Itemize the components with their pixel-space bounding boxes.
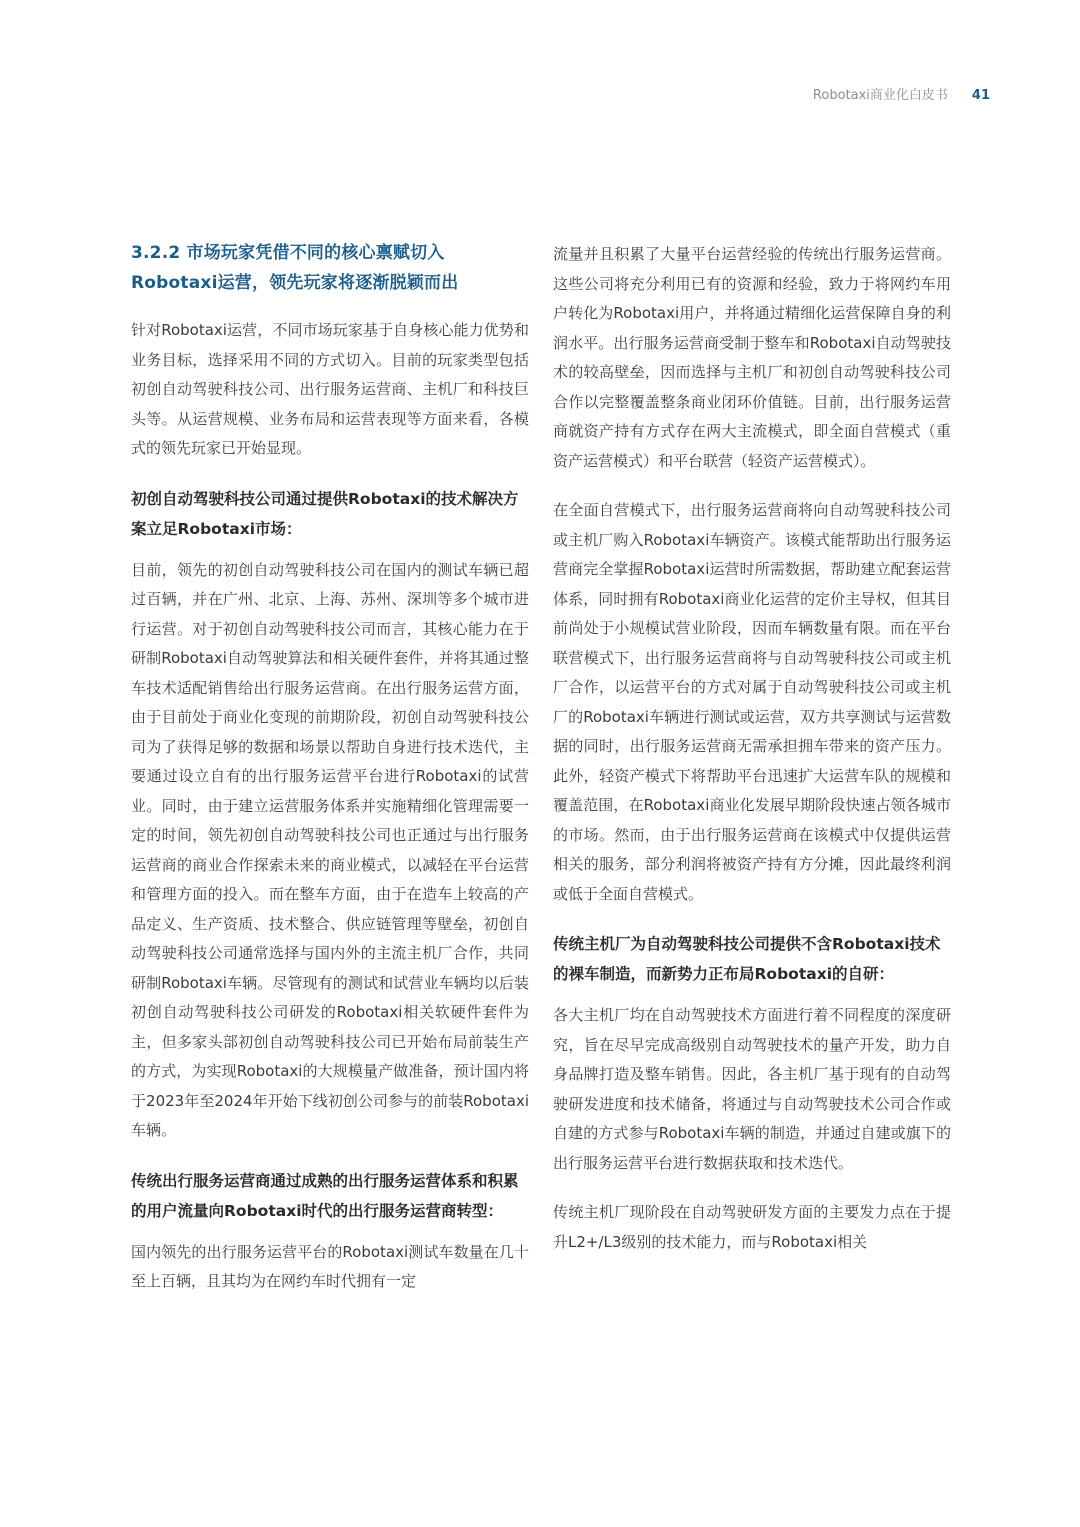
self-operated-model-paragraph: 在全面自营模式下，出行服务运营商将向自动驾驶科技公司或主机厂购入Robotaxi车辆资产。该模式能帮助出行服务运营商完全掌握Robotaxi运营时所需数据，帮助建立配套运营体系，同时拥有Robotaxi商业化运营的定价主导权，但其目前尚处于小规模试营业阶段，因而车辆数量有限。而在平台联营模式下，出行服务运营商将与自动驾驶科技公司或主机厂合作，以运营平台的方式对属于自动驾驶科技公司或主机厂的Robotaxi车辆进行测试或运营，双方共享测试与运营数据的同时，出行服务运营商无需承担拥车带来的资产压力。此外，轻资产模式下将帮助平台迅速扩大运营车队的规模和覆盖范围，在Robotaxi商业化发展早期阶段快速占领各城市的市场。然而，由于出行服务运营商在该模式中仅提供运营相关的服务，部分利润将被资产持有方分摊，因此最终利润或低于全面自营模式。	[553, 501, 951, 903]
ride-hailing-continued-paragraph: 流量并且积累了大量平台运营经验的传统出行服务运营商。这些公司将充分利用已有的资源和经验，致力于将网约车用户转化为Robotaxi用户，并将通过精细化运营保障自身的利润水平。出行服务运营商受制于整车和Robotaxi自动驾驶技术的较高壁垒，因而选择与主机厂和初创自动驾驶科技公司合作以完整覆盖整条商业闭环价值链。目前，出行服务运营商就资产持有方式存在两大主流模式，即全面自营模式（重资产运营模式）和平台联营（轻资产运营模式）。	[553, 245, 951, 470]
page-header	[813, 84, 990, 103]
oems-focus-paragraph: 传统主机厂现阶段在自动驾驶研发方面的主要发力点在于提升L2+/L3级别的技术能力，而与Robotaxi相关	[553, 1203, 951, 1251]
section-title: 3.2.2 市场玩家凭借不同的核心禀赋切入Robotaxi运营，领先玩家将逐渐脱颖而出	[131, 243, 459, 293]
startups-paragraph: 目前，领先的初创自动驾驶科技公司在国内的测试车辆已超过百辆，并在广州、北京、上海、苏州、深圳等多个城市进行运营。对于初创自动驾驶科技公司而言，其核心能力在于研制Robotaxi自动驾驶算法和相关硬件套件，并将其通过整车技术适配销售给出行服务运营商。在出行服务运营方面，由于目前处于商业化变现的前期阶段，初创自动驾驶科技公司为了获得足够的数据和场景以帮助自身进行技术迭代，主要通过设立自有的出行服务运营平台进行Robotaxi的试营业。同时，由于建立运营服务体系并实施精细化管理需要一定的时间，领先初创自动驾驶科技公司也正通过与出行服务运营商的商业合作探索未来的商业模式，以减轻在平台运营和管理方面的投入。而在整车方面，由于在造车上较高的产品定义、生产资质、技术整合、供应链管理等壁垒，初创自动驾驶科技公司通常选择与国内外的主流主机厂合作，共同研制Robotaxi车辆。尽管现有的测试和试营业车辆均以后装初创自动驾驶科技公司研发的Robotaxi相关软硬件套件为主，但多家头部初创自动驾驶科技公司已开始布局前装生产的方式，为实现Robotaxi的大规模量产做准备，预计国内将于2023年至2024年开始下线初创公司参与的前装Robotaxi车辆。	[131, 560, 529, 1139]
oems-paragraph: 各大主机厂均在自动驾驶技术方面进行着不同程度的深度研究，旨在尽早完成高级别自动驾驶技术的量产开发，助力自身品牌打造及整车销售。因此，各主机厂基于现有的自动驾驶研发进度和技术储备，将通过与自动驾驶技术公司合作或自建的方式参与Robotaxi车辆的制造，并通过自建或旗下的出行服务运营平台进行数据获取和技术迭代。	[553, 1006, 951, 1172]
intro-paragraph: 针对Robotaxi运营，不同市场玩家基于自身核心能力优势和业务目标，选择采用不同的方式切入。目前的玩家类型包括初创自动驾驶科技公司、出行服务运营商、主机厂和科技巨头等。从运营规模、业务布局和运营表现等方面来看，各模式的领先玩家已开始显现。	[131, 321, 529, 457]
left-column	[131, 238, 529, 1317]
right-column	[553, 240, 951, 1277]
subheading-startups: 初创自动驾驶科技公司通过提供Robotaxi的技术解决方案立足Robotaxi市场：	[131, 489, 519, 538]
subheading-ride-hailing: 传统出行服务运营商通过成熟的出行服务运营体系和积累的用户流量向Robotaxi时代的出行服务运营商转型：	[131, 1171, 519, 1220]
document-title: Robotaxi商业化白皮书	[812, 88, 948, 103]
subheading-oems: 传统主机厂为自动驾驶科技公司提供不含Robotaxi技术的裸车制造，而新势力正布局Robotaxi的自研：	[553, 935, 941, 983]
ride-hailing-paragraph: 国内领先的出行服务运营平台的Robotaxi测试车数量在几十至上百辆，且其均为在网约车时代拥有一定	[131, 1242, 529, 1290]
page-number: 41	[971, 88, 990, 103]
